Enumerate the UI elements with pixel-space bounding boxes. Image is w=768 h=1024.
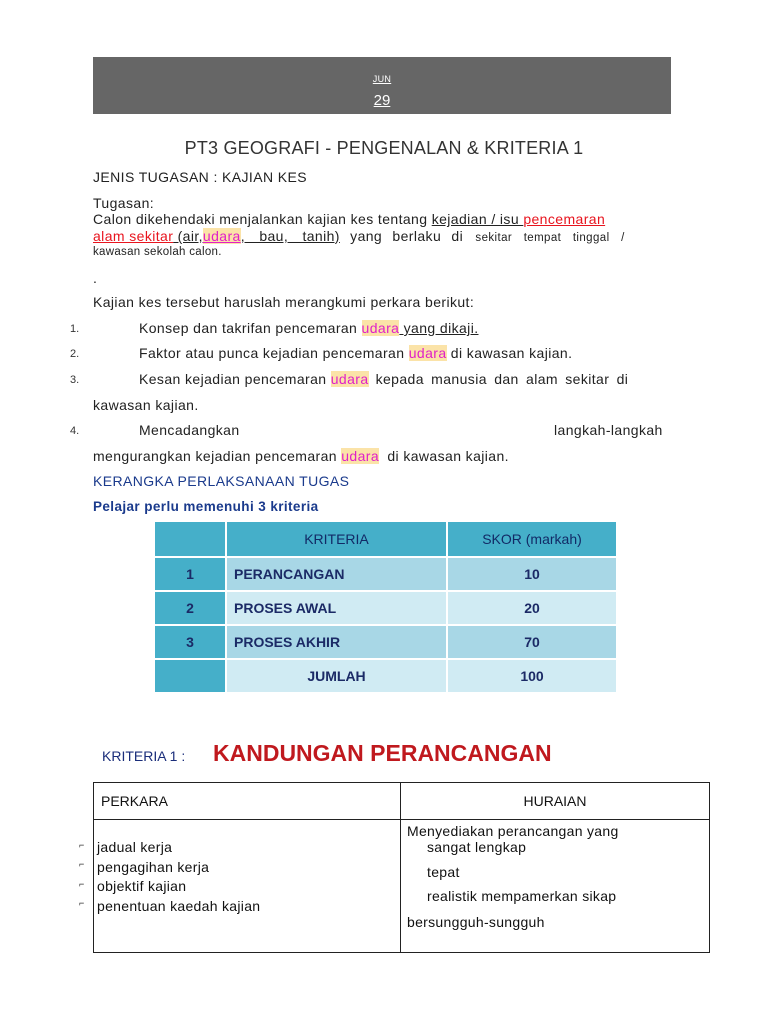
tugasan-udara: udara [202,228,241,244]
tugasan-berlaku: yang berlaku di [339,228,464,244]
total-value: 100 [448,660,616,692]
huraian-line-1: Menyediakan perancangan yang [407,823,619,839]
huraian-line-5: bersungguh-sungguh [407,914,545,930]
pelajar-text: Pelajar perlu memenuhi 3 kriteria [93,499,319,514]
row-2-number: 2 [155,592,225,624]
tugasan-line-2 [93,228,625,244]
table-row-total [155,660,616,692]
row-3-skor: 70 [448,626,616,658]
list-item-3 [139,371,628,387]
huraian-line-4: realistik mempamerkan sikap [427,888,617,904]
huraian-line-2: sangat lengkap [427,839,527,855]
list-item: jadual kerja [97,839,173,855]
list-item: pengagihan kerja [97,858,210,875]
tugasan-alam-sekitar: alam sekitar [93,228,174,244]
item-2-end: di kawasan kajian. [446,345,573,361]
kerangka-heading: KERANGKA PERLAKSANAAN TUGAS [93,473,350,489]
kriteria1-label: KRITERIA 1 : [102,748,186,764]
bullet-icon: ⌐ [79,879,85,889]
tugasan-sekitar: sekitar tempat tinggal / [475,232,625,244]
item-3-end: kepada manusia dan alam sekitar di [375,371,629,387]
huraian-cell [401,820,710,953]
kriteria1-title: KANDUNGAN PERANCANGAN [213,740,552,766]
item-1-end: yang dikaji. [399,320,479,336]
perkara-table-row [94,820,710,953]
tugasan-kejadian: kejadian / isu [431,211,524,227]
row-1-number: 1 [155,558,225,590]
item-2-text: Faktor atau punca kejadian pencemaran [139,345,409,361]
item-4-udara: udara [341,448,380,464]
total-label: JUMLAH [227,660,446,692]
item-2-udara: udara [408,345,447,361]
list-item-2 [139,345,572,361]
tugasan-label: Tugasan: [93,195,155,211]
item-3-number: 3. [70,374,80,386]
list-item: penentuan kaedah kajian [97,897,261,914]
total-empty [155,660,225,692]
intro-text: Kajian kes tersebut haruslah merangkumi perkara berikut: [93,294,475,310]
item-1-number: 1. [70,323,80,335]
huraian-line-3: tepat [427,864,460,880]
bullet-icon: ⌐ [79,840,85,850]
header-huraian: HURAIAN [401,783,710,820]
item-1-text: Konsep dan takrifan pencemaran [139,320,362,336]
page-title: PT3 GEOGRAFI - PENGENALAN & KRITERIA 1 [184,138,584,158]
row-1-kriteria: PERANCANGAN [227,558,446,590]
separator-dot: . [93,270,98,286]
tugasan-air: (air, [173,228,203,244]
item-4-langkah: langkah-langkah [554,422,663,438]
tugasan-text: Calon dikehendaki menjalankan kajian kes tentang [93,211,432,227]
item-3-udara: udara [330,371,369,387]
date-banner [93,57,671,114]
row-3-kriteria: PROSES AKHIR [227,626,446,658]
item-2-number: 2. [70,348,80,360]
score-table-header [155,522,616,556]
row-1-skor: 10 [448,558,616,590]
row-2-kriteria: PROSES AWAL [227,592,446,624]
perkara-table-header [94,783,710,820]
perkara-table [93,782,710,953]
item-4-text: Mencadangkan [139,422,240,438]
item-4-text-2: mengurangkan kejadian pencemaran [93,448,342,464]
list-item-1 [139,320,479,336]
date-month-link[interactable]: JUN [372,74,392,84]
item-4-end: di kawasan kajian. [383,448,509,464]
date-day-link[interactable]: 29 [373,92,391,109]
jenis-tugasan: JENIS TUGASAN : KAJIAN KES [93,169,307,185]
list-item: objektif kajian [97,878,187,894]
item-4-number: 4. [70,425,80,437]
header-empty [155,522,225,556]
header-perkara: PERKARA [94,783,401,820]
item-1-udara: udara [361,320,400,336]
header-skor: SKOR (markah) [448,522,616,556]
bullet-icon: ⌐ [79,859,85,869]
score-table [153,520,618,694]
table-row [155,592,616,624]
item-4-continued [93,448,509,464]
perkara-list [94,820,401,953]
tugasan-pencemaran: pencemaran [523,211,606,227]
bullet-icon: ⌐ [79,898,85,908]
item-3-continued: kawasan kajian. [93,397,199,413]
header-kriteria: KRITERIA [227,522,446,556]
tugasan-line-1 [93,211,605,227]
tugasan-line-3: kawasan sekolah calon. [93,246,222,258]
table-row [155,626,616,658]
item-3-text: Kesan kejadian pencemaran [139,371,331,387]
row-2-skor: 20 [448,592,616,624]
table-row [155,558,616,590]
row-3-number: 3 [155,626,225,658]
tugasan-bau-tanih: , bau, tanih) [240,228,340,244]
